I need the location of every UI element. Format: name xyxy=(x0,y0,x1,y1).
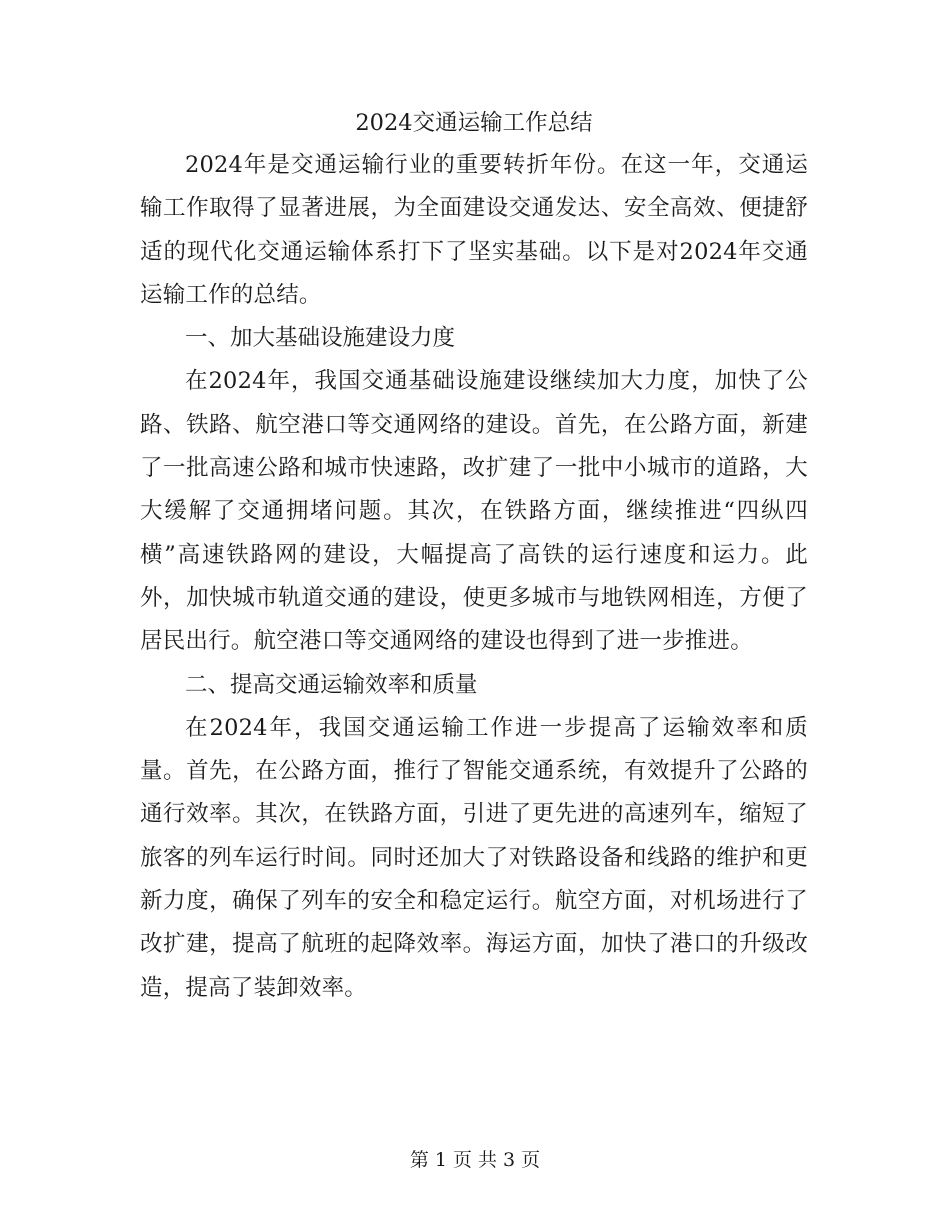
page-footer: 第 1 页 共 3 页 xyxy=(409,1149,541,1171)
section-heading-1: 一、加大基础设施建设力度 xyxy=(185,325,456,352)
document-title: 2024交通运输工作总结 xyxy=(355,110,593,136)
section-2-paragraph: 在2024年，我国交通运输工作进一步提高了运输效率和质量。首先，在公路方面，推行了智能交通系统，有效提升了公路的通行效率。其次，在铁路方面，引进了更先进的高速列车，缩短了旅客的列车运行时间。同时还加大了对铁路设备和线路的维护和更新力度，确保了列车的安全和稳定运行。航空方面，对机场进行了改扩建，提高了航班的起降效率。海运方面，加快了港口的升级改造，提高了装卸效率。 xyxy=(140,714,808,1001)
intro-paragraph: 2024年是交通运输行业的重要转折年份。在这一年，交通运输工作取得了显著进展，为全面建设交通发达、安全高效、便捷舒适的现代化交通运输体系打下了坚实基础。以下是对2024年交通运输工作的总结。 xyxy=(140,152,808,308)
section-heading-2: 二、提高交通运输效率和质量 xyxy=(185,671,478,698)
section-1-paragraph: 在2024年，我国交通基础设施建设继续加大力度，加快了公路、铁路、航空港口等交通网络的建设。首先，在公路方面，新建了一批高速公路和城市快速路，改扩建了一批中小城市的道路，大大缓解了交通拥堵问题。其次，在铁路方面，继续推进“四纵四横”高速铁路网的建设，大幅提高了高铁的运行速度和运力。此外，加快城市轨道交通的建设，使更多城市与地铁网相连，方便了居民出行。航空港口等交通网络的建设也得到了进一步推进。 xyxy=(140,368,808,655)
document-body xyxy=(140,102,808,1010)
